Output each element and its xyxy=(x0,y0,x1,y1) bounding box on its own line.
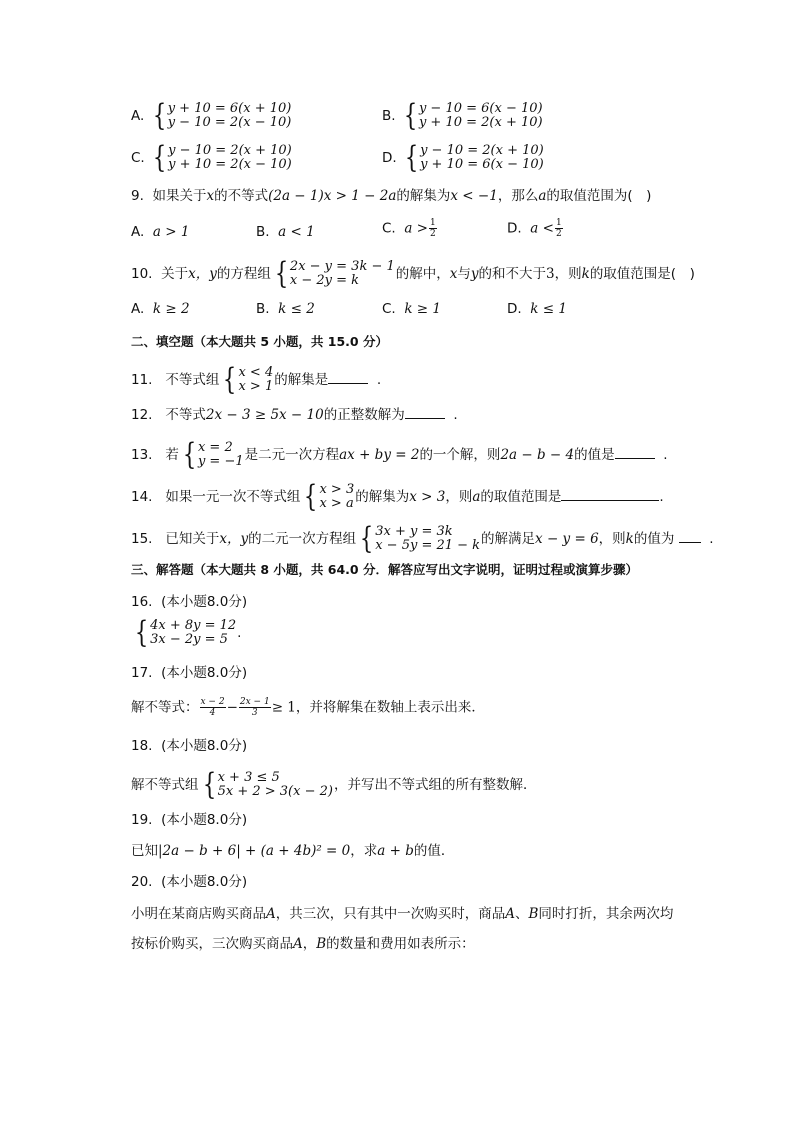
answer-blank[interactable] xyxy=(615,444,655,459)
fraction: $\frac{x - 2}{4}$ xyxy=(200,697,225,718)
question-14: 14. 如果一元一次不等式组 { x > 3 x > a 的解集为x > 3，则a的取值范围是 . xyxy=(131,479,664,514)
question-20-line-2: 按标价购买，三次购买商品A，B的数量和费用如表所示： xyxy=(131,936,475,952)
q8-option-b: B. { y − 10 = 6(x − 10) y + 10 = 2(x + 10) xyxy=(382,98,543,133)
equation-system: { y − 10 = 2(x + 10) y + 10 = 2(x − 10) xyxy=(152,140,292,175)
answer-blank[interactable] xyxy=(561,486,659,501)
question-17-body: 解不等式： $\frac{x - 2}{4}$ − $\frac{2x - 1}{3}$ ≥ 1，并将解集在数轴上表示出来． xyxy=(131,697,485,718)
question-20-line-1: 小明在某商店购买商品A，共三次，只有其中一次购买时，商品A、B同时打折，其余两次均 xyxy=(131,906,674,922)
question-16-body: { 4x + 8y = 12 3x − 2y = 5 . xyxy=(131,619,241,647)
solution-system: { x = 2 y = −1 xyxy=(182,437,244,472)
question-11: 11. 不等式组 { x < 4 x > 1 的解集是 . xyxy=(131,362,382,397)
fraction: $\frac{2x - 1}{3}$ xyxy=(239,697,270,718)
question-16-header: 16. (本小题8.0分) xyxy=(131,594,248,610)
question-13: 13. 若 { x = 2 y = −1 是二元一次方程ax + by = 2的一个解，则2a − b − 4的值是 . xyxy=(131,437,668,472)
q8-option-d: D. { y − 10 = 2(x + 10) y + 10 = 6(x − 10) xyxy=(382,140,544,175)
equation-system: { 2x − y = 3k − 1 x − 2y = k xyxy=(274,256,395,291)
equation-system: { y − 10 = 6(x − 10) y + 10 = 2(x + 10) xyxy=(403,98,543,133)
equation-system: { y − 10 = 2(x + 10) y + 10 = 6(x − 10) xyxy=(404,140,544,175)
q9-option-a: A. a > 1 xyxy=(131,224,190,240)
fraction: $\frac{1}{2}$ xyxy=(429,218,436,239)
equation-system: { y + 10 = 6(x + 10) y − 10 = 2(x − 10) xyxy=(152,98,292,133)
question-19-body: 已知|2a − b + 6| + (a + 4b)² = 0，求a + b的值． xyxy=(131,843,455,859)
q9-option-d: D. a < $\frac{1}{2}$ xyxy=(507,218,562,239)
q9-option-b: B. a < 1 xyxy=(256,224,315,240)
answer-blank[interactable] xyxy=(328,369,368,384)
q10-option-c: C. k ≥ 1 xyxy=(382,301,441,317)
inequality-system: { x + 3 ≤ 5 5x + 2 > 3(x − 2) xyxy=(202,767,333,802)
question-9: 9. 如果关于x的不等式(2a − 1)x > 1 − 2a的解集为x < −1，那么a的取值范围为( ) xyxy=(131,188,652,204)
question-20-header: 20. (本小题8.0分) xyxy=(131,874,248,890)
answer-blank[interactable] xyxy=(679,528,701,543)
q9-option-c: C. a > $\frac{1}{2}$ xyxy=(382,218,436,239)
question-12: 12. 不等式2x − 3 ≥ 5x − 10的正整数解为 . xyxy=(131,404,458,424)
section-heading-fill-in: 二、填空题（本大题共 5 小题，共 15.0 分） xyxy=(131,334,388,349)
question-19-header: 19. (本小题8.0分) xyxy=(131,812,248,828)
question-17-header: 17. (本小题8.0分) xyxy=(131,665,248,681)
inequality-system: { x > 3 x > a xyxy=(304,479,355,514)
answer-blank[interactable] xyxy=(405,404,445,419)
inequality-system: { x < 4 x > 1 xyxy=(223,362,274,397)
fraction: $\frac{1}{2}$ xyxy=(555,218,562,239)
q8-option-c: C. { y − 10 = 2(x + 10) y + 10 = 2(x − 10) xyxy=(131,140,292,175)
equation-system: { 4x + 8y = 12 3x − 2y = 5 xyxy=(134,615,237,650)
equation-system: { 3x + y = 3k x − 5y = 21 − k xyxy=(359,521,481,556)
q10-option-a: A. k ≥ 2 xyxy=(131,301,190,317)
question-18-header: 18. (本小题8.0分) xyxy=(131,738,248,754)
q10-option-d: D. k ≤ 1 xyxy=(507,301,567,317)
question-18-body: 解不等式组 { x + 3 ≤ 5 5x + 2 > 3(x − 2) ，并写出不等式组的所有整数解． xyxy=(131,767,537,802)
q10-option-b: B. k ≤ 2 xyxy=(256,301,315,317)
question-10: 10. 关于x，y的方程组 { 2x − y = 3k − 1 x − 2y = k 的解中，x与y的和不大于3，则k的取值范围是( ) xyxy=(131,256,695,291)
q8-option-a: A. { y + 10 = 6(x + 10) y − 10 = 2(x − 10) xyxy=(131,98,292,133)
question-15: 15. 已知关于x，y的二元一次方程组 { 3x + y = 3k x − 5y = 21 − k 的解满足x − y = 6，则k的值为 . xyxy=(131,521,714,556)
section-heading-solve: 三、解答题（本大题共 8 小题，共 64.0 分．解答应写出文字说明，证明过程或演算步骤） xyxy=(131,562,638,577)
